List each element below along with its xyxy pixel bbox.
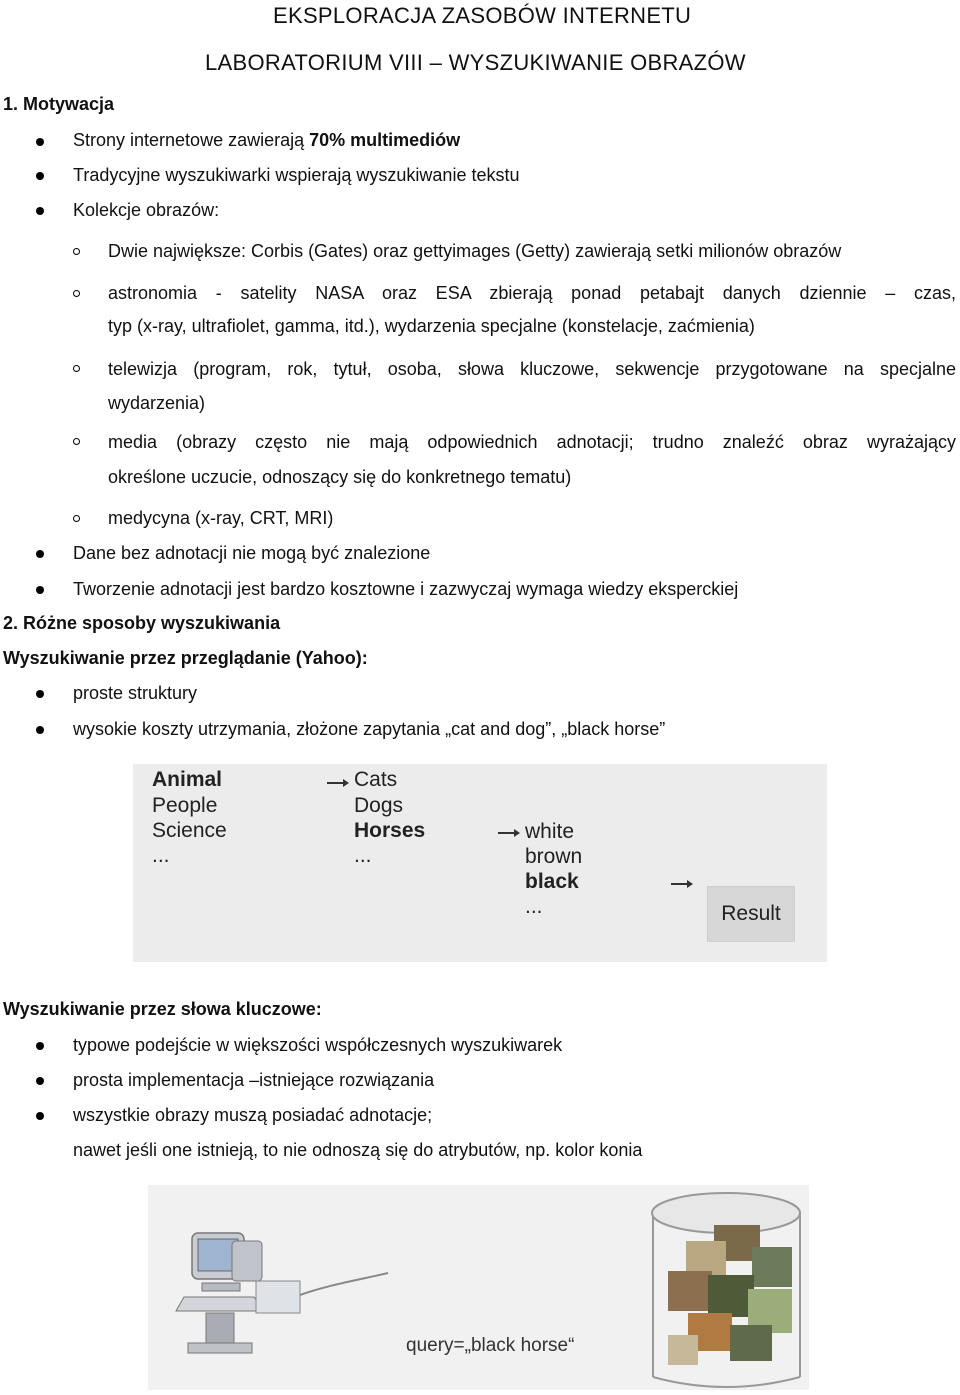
sub-list-item-continuation: określone uczucie, odnoszący się do konkretnego tematu) — [108, 467, 572, 487]
section-heading-sposoby: 2. Różne sposoby wyszukiwania — [3, 613, 281, 633]
bullet-icon — [36, 1042, 44, 1050]
arrow-icon — [327, 782, 345, 784]
result-box: Result — [707, 886, 795, 942]
category-animal: Animal — [152, 768, 223, 791]
category-science: Science — [152, 819, 227, 842]
database-cylinder-icon — [652, 1193, 800, 1387]
category-brown: brown — [525, 845, 583, 868]
sub-list-item: media (obrazy często nie mają odpowiednich adnotacji; trudno znaleźć obraz wyrażający — [108, 432, 956, 452]
list-item: proste struktury — [73, 683, 198, 703]
sub-list-item: telewizja (program, rok, tytuł, osoba, słowa kluczowe, sekwencje przygotowane na specjalne — [108, 359, 956, 379]
category-cats: Cats — [354, 768, 398, 791]
subheading-keywords: Wyszukiwanie przez słowa kluczowe: — [3, 999, 322, 1019]
computer-icon — [176, 1233, 388, 1353]
ring-bullet-icon — [73, 248, 80, 255]
bullet-icon — [36, 138, 44, 146]
sub-list-item-continuation: typ (x-ray, ultrafiolet, gamma, itd.), wydarzenia specjalne (konstelacje, zaćmienia) — [108, 316, 755, 336]
query-label: query=„black horse“ — [406, 1335, 575, 1356]
ring-bullet-icon — [73, 365, 80, 372]
sub-list-item-continuation: wydarzenia) — [108, 393, 206, 413]
arrow-icon — [498, 832, 516, 834]
browse-hierarchy-figure — [133, 764, 827, 962]
bullet-icon — [36, 586, 44, 594]
subheading-browse: Wyszukiwanie przez przeglądanie (Yahoo): — [3, 648, 368, 668]
ring-bullet-icon — [73, 290, 80, 297]
bullet-icon — [36, 550, 44, 558]
list-item: typowe podejście w większości współczesnych wyszukiwarek — [73, 1035, 563, 1055]
bullet-icon — [36, 1112, 44, 1120]
category-horses: Horses — [354, 819, 426, 842]
category-white: white — [525, 820, 575, 843]
sub-list-item: Dwie największe: Corbis (Gates) oraz gettyimages (Getty) zawierają setki milionów obrazów — [108, 241, 842, 261]
list-item: Tworzenie adnotacji jest bardzo kosztowne i zazwyczaj wymaga wiedzy eksperckiej — [73, 579, 739, 599]
list-item: Dane bez adnotacji nie mogą być znalezione — [73, 543, 431, 563]
list-item: Strony internetowe zawierają 70% multimediów — [73, 130, 461, 150]
sub-list-item: astronomia - satelity NASA oraz ESA zbierają ponad petabajt danych dziennie – czas, — [108, 283, 956, 303]
category-more: ... — [525, 895, 543, 918]
bullet-icon — [36, 726, 44, 734]
page-subtitle: LABORATORIUM VIII – WYSZUKIWANIE OBRAZÓW — [205, 50, 746, 75]
bullet-icon — [36, 172, 44, 180]
category-more: ... — [152, 844, 170, 867]
category-more: ... — [354, 844, 372, 867]
ring-bullet-icon — [73, 515, 80, 522]
category-dogs: Dogs — [354, 794, 404, 817]
list-item: Kolekcje obrazów: — [73, 200, 220, 220]
sub-list-item: medycyna (x-ray, CRT, MRI) — [108, 508, 334, 528]
list-item: wysokie koszty utrzymania, złożone zapytania „cat and dog”, „black horse” — [73, 719, 666, 739]
bullet-icon — [36, 207, 44, 215]
keyword-search-figure — [148, 1185, 809, 1390]
page-title: EKSPLORACJA ZASOBÓW INTERNETU — [273, 3, 692, 28]
section-heading-motywacja: 1. Motywacja — [3, 94, 115, 114]
search-illustration — [148, 1185, 809, 1390]
bullet-icon — [36, 1077, 44, 1085]
category-black: black — [525, 870, 579, 893]
ring-bullet-icon — [73, 438, 80, 445]
arrow-icon — [671, 883, 689, 885]
list-item: prosta implementacja –istniejące rozwiązania — [73, 1070, 435, 1090]
category-people: People — [152, 794, 218, 817]
bullet-icon — [36, 690, 44, 698]
list-item-continuation: nawet jeśli one istnieją, to nie odnoszą się do atrybutów, np. kolor konia — [73, 1140, 643, 1160]
list-item: wszystkie obrazy muszą posiadać adnotacje; — [73, 1105, 433, 1125]
list-item: Tradycyjne wyszukiwarki wspierają wyszukiwanie tekstu — [73, 165, 520, 185]
